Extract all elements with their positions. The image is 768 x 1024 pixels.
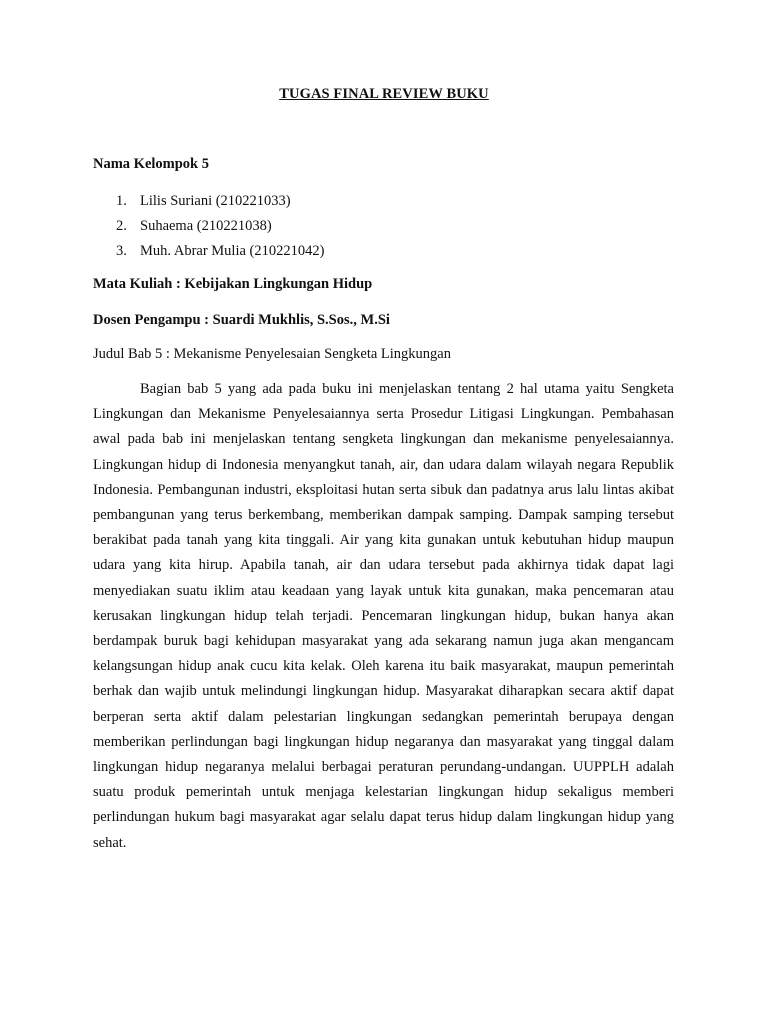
member-item: [93, 215, 324, 240]
group-heading: Nama Kelompok 5: [93, 156, 209, 172]
member-name: Suhaema (210221038): [140, 218, 272, 234]
member-number: 2.: [116, 218, 127, 234]
member-item: [93, 240, 324, 265]
member-number: 3.: [116, 243, 127, 259]
lecturer-line: Dosen Pengampu : Suardi Mukhlis, S.Sos., M.Si: [93, 312, 390, 328]
course-line: Mata Kuliah : Kebijakan Lingkungan Hidup: [93, 276, 373, 292]
body-paragraph: Bagian bab 5 yang ada pada buku ini menjelaskan tentang 2 hal utama yaitu Sengketa Lingkungan dan Mekanisme Penyelesaiannya serta Prosedur Litigasi Lingkungan. Pembahasan awal pada bab ini menjelaskan tentang sengketa lingkungan dan mekanisme penyelesaiannya. Lingkungan hidup di Indonesia menyangkut tanah, air, dan udara dalam wilayah negara Republik Indonesia. Pembangunan industri, eksploitasi hutan serta sibuk dan padatnya arus lalu lintas akibat pembangunan yang terus berkembang, memberikan dampak samping. Dampak samping tersebut berakibat pada tanah yang kita tinggali. Air yang kita gunakan untuk kebutuhan hidup maupun udara yang kita hirup. Apabila tanah, air dan udara tersebut pada akhirnya tidak dapat lagi menyediakan suatu iklim atau keadaan yang layak untuk kita gunakan, maka pencemaran atau kerusakan lingkungan hidup telah terjadi. Pencemaran lingkungan hidup, bukan hanya akan berdampak buruk bagi kehidupan masyarakat yang ada sekarang namun juga akan mengancam kelangsungan hidup anak cucu kita kelak. Oleh karena itu baik masyarakat, maupun pemerintah berhak dan wajib untuk melindungi lingkungan hidup. Masyarakat diharapkan secara aktif dapat berperan serta aktif dalam pelestarian lingkungan sedangkan pemerintah berupaya dengan memberikan perlindungan bagi lingkungan hidup negaranya dan masyarakat yang tinggal dalam lingkungan hidup negaranya melalui berbagai peraturan perundang-undangan. UUPPLH adalah suatu produk pemerintah untuk menjaga kelestarian lingkungan hidup sekaligus memberi perlindungan hukum bagi masyarakat agar selalu dapat terus hidup dalam lingkungan hidup yang sehat.: [93, 381, 674, 851]
member-name: Lilis Suriani (210221033): [140, 193, 291, 209]
chapter-title: Judul Bab 5 : Mekanisme Penyelesaian Sengketa Lingkungan: [93, 346, 451, 362]
member-number: 1.: [116, 193, 127, 209]
member-name: Muh. Abrar Mulia (210221042): [140, 243, 325, 259]
member-item: [93, 190, 324, 215]
document-title: TUGAS FINAL REVIEW BUKU: [279, 86, 489, 102]
member-list: [93, 190, 324, 265]
